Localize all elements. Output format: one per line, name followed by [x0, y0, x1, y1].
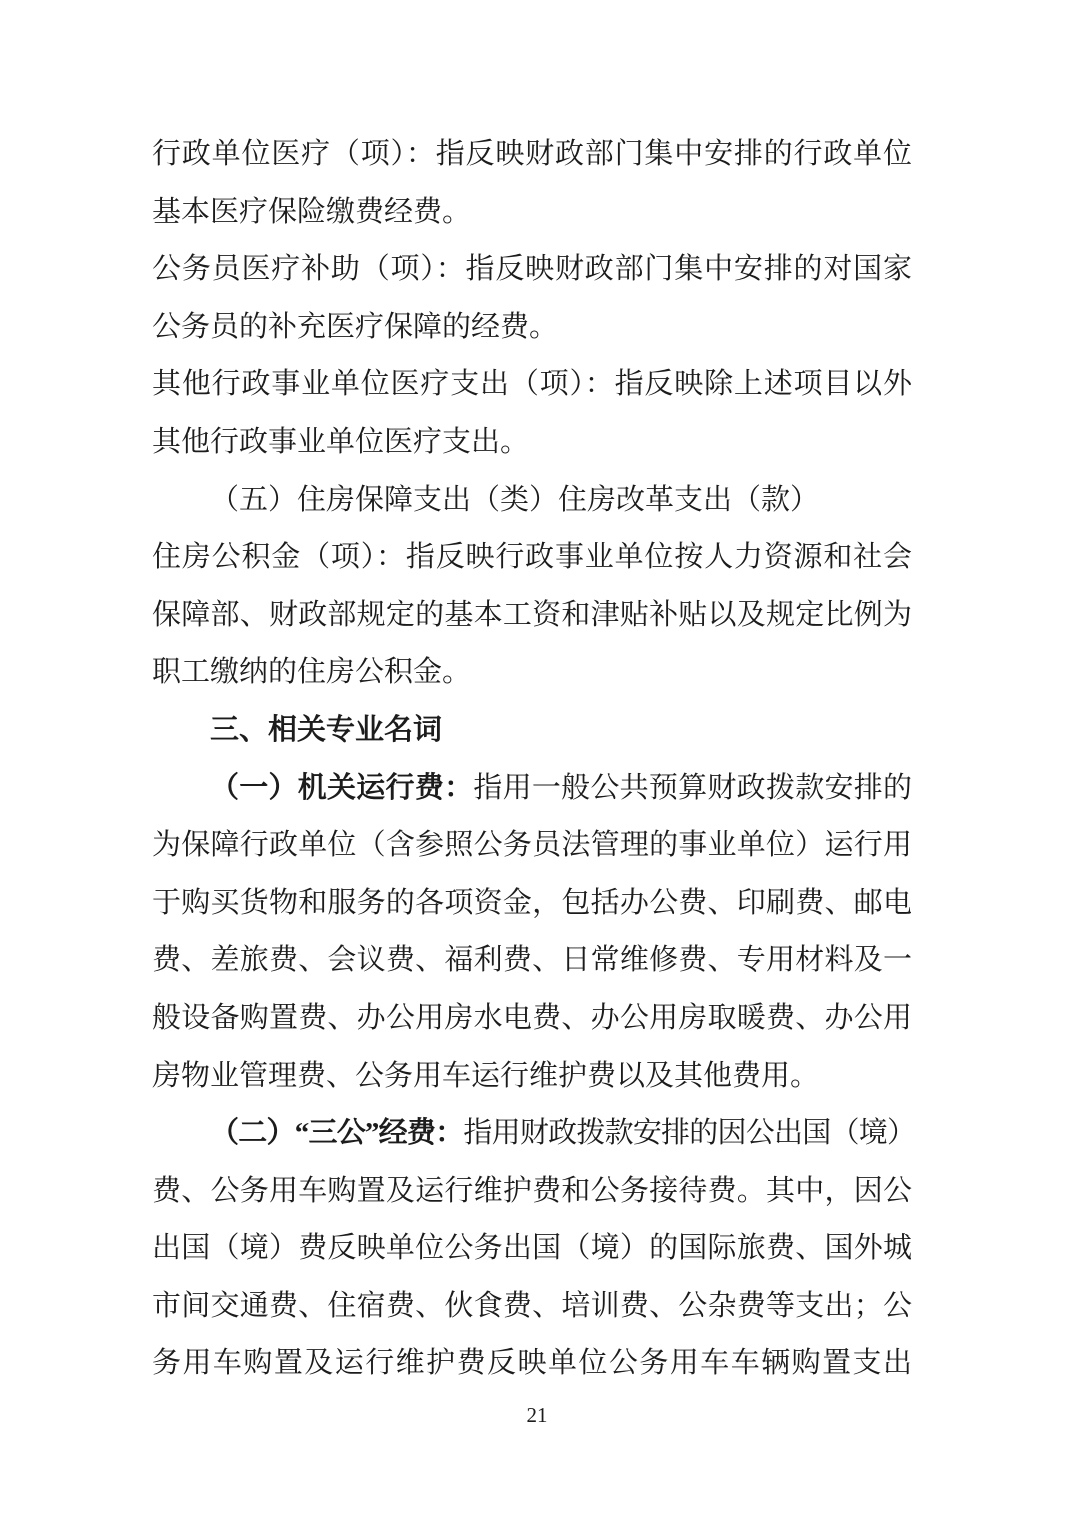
para-three-public-expenses — [152, 1105, 912, 1393]
text-line — [152, 529, 912, 587]
document-body — [152, 126, 912, 1393]
text-line — [152, 1163, 912, 1221]
text-line — [152, 299, 912, 357]
text-run: 于购买货物和服务的各项资金，包括办公费、印刷费、邮电 — [152, 886, 912, 919]
text-run: 基本医疗保险缴费经费。 — [152, 195, 472, 228]
text-line — [152, 1278, 912, 1336]
text-line — [152, 702, 912, 760]
bold-text-run: （二）“三公”经费： — [210, 1117, 464, 1150]
text-run: 住房公积金（项）：指反映行政事业单位按人力资源和社会 — [152, 541, 912, 574]
text-run: 房物业管理费、公务用车运行维护费以及其他费用。 — [152, 1059, 820, 1092]
para-housing-security-category — [152, 472, 912, 530]
text-line — [152, 932, 912, 990]
text-run: 般设备购置费、办公用房水电费、办公用房取暖费、办公用 — [152, 1001, 912, 1034]
text-run: 务用车购置及运行维护费反映单位公务用车车辆购置支出 — [152, 1347, 912, 1380]
text-run: 费、差旅费、会议费、福利费、日常维修费、专用材料及一 — [152, 944, 912, 977]
text-line — [152, 1105, 912, 1163]
text-run: 费、公务用车购置及运行维护费和公务接待费。其中，因公 — [152, 1174, 912, 1207]
text-line — [152, 990, 912, 1048]
text-line — [152, 184, 912, 242]
text-run: 市间交通费、住宿费、伙食费、培训费、公杂费等支出；公 — [152, 1289, 912, 1322]
para-admin-unit-medical — [152, 126, 912, 241]
page-number: 21 — [526, 1403, 548, 1427]
text-run: 为保障行政单位（含参照公务员法管理的事业单位）运行用 — [152, 829, 912, 862]
text-line — [152, 126, 912, 184]
text-line — [152, 356, 912, 414]
text-line — [152, 587, 912, 645]
bold-text-run: （一）机关运行费： — [210, 771, 474, 804]
text-run: 其他行政事业单位医疗支出。 — [152, 425, 530, 458]
para-other-admin-medical-expense — [152, 356, 912, 471]
heading-related-professional-terms — [152, 702, 912, 760]
text-line — [152, 414, 912, 472]
bold-text-run: 三、相关专业名词 — [210, 713, 443, 746]
text-line — [152, 875, 912, 933]
text-run: （五）住房保障支出（类）住房改革支出（款） — [210, 483, 820, 516]
text-run: 指用一般公共预算财政拨款安排的 — [473, 771, 912, 804]
text-run: 指用财政拨款安排的因公出国（境） — [463, 1117, 912, 1150]
text-line — [152, 1048, 912, 1106]
text-run: 出国（境）费反映单位公务出国（境）的国际旅费、国外城 — [152, 1232, 912, 1265]
text-line — [152, 472, 912, 530]
para-agency-operating-cost — [152, 760, 912, 1106]
text-run: 其他行政事业单位医疗支出（项）：指反映除上述项目以外 — [152, 368, 912, 401]
text-line — [152, 1220, 912, 1278]
text-line — [152, 644, 912, 702]
text-run: 行政单位医疗（项）：指反映财政部门集中安排的行政单位 — [152, 138, 912, 170]
text-line — [152, 1335, 912, 1393]
text-line — [152, 241, 912, 299]
text-run: 保障部、财政部规定的基本工资和津贴补贴以及规定比例为 — [152, 598, 912, 631]
text-run: 公务员医疗补助（项）：指反映财政部门集中安排的对国家 — [152, 253, 912, 286]
text-run: 公务员的补充医疗保障的经费。 — [152, 310, 559, 343]
text-line — [152, 817, 912, 875]
para-civil-servant-medical-subsidy — [152, 241, 912, 356]
page-footer — [0, 1400, 1074, 1430]
text-run: 职工缴纳的住房公积金。 — [152, 656, 472, 689]
text-line — [152, 760, 912, 818]
para-housing-provident-fund — [152, 529, 912, 702]
